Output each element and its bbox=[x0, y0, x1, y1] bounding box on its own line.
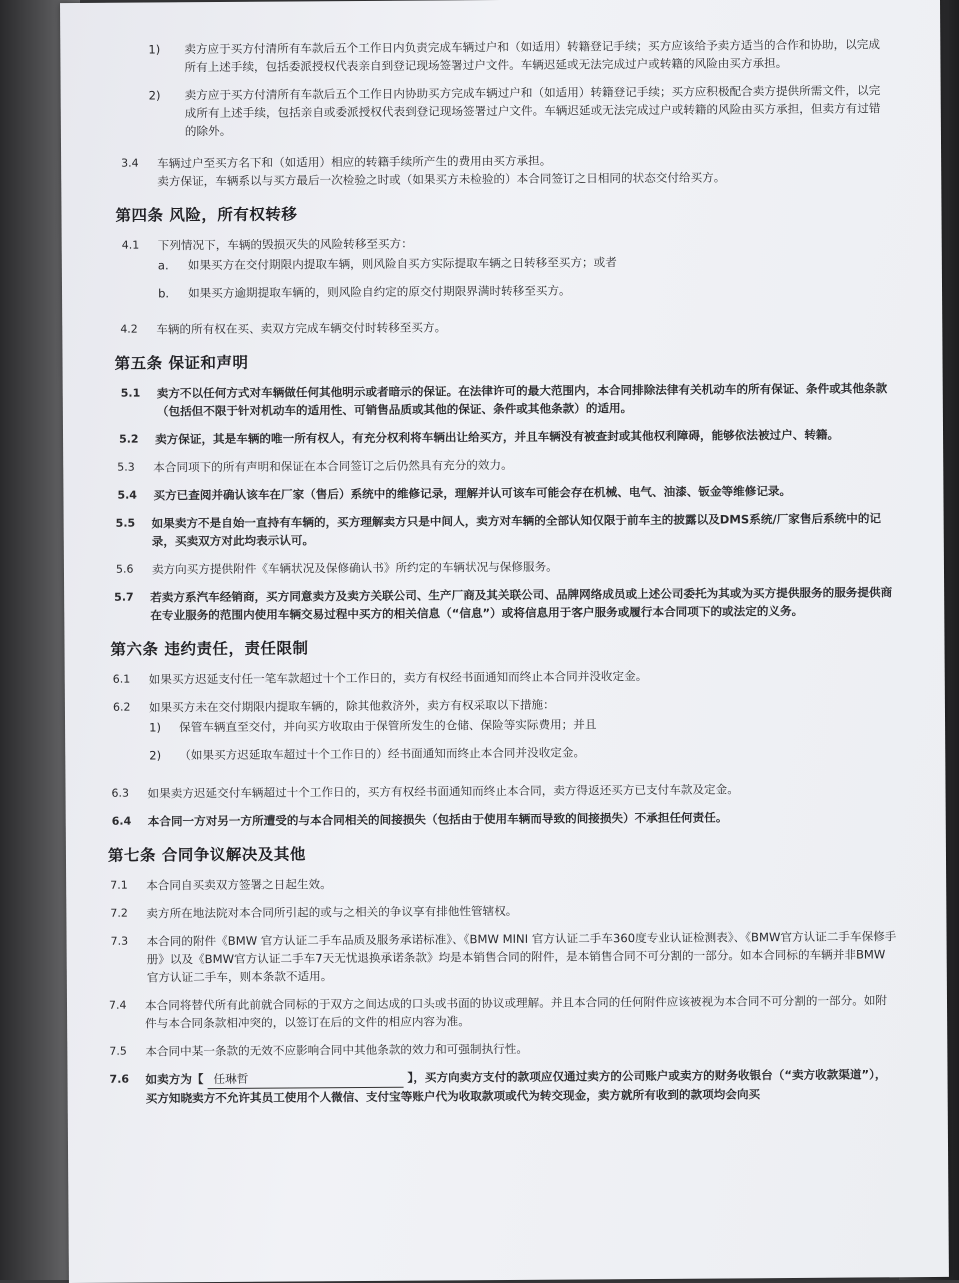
clause-6-4 bbox=[112, 807, 896, 830]
clause-text: 如果买方迟延支付任一笔车款超过十个工作日的，卖方有权经书面通知而终止本合同并没收定金。 bbox=[148, 668, 648, 687]
item-number: a. bbox=[157, 258, 169, 273]
clause-number: 5.6 bbox=[115, 562, 134, 576]
clause-text: 车辆的所有权在买、卖双方完成车辆交付时转移至买方。 bbox=[156, 320, 447, 337]
clause-text-line: 车辆过户至买方名下和（如适用）相应的转籍手续所产生的费用由买方承担。 bbox=[157, 153, 552, 171]
clause-number: 7.5 bbox=[109, 1044, 127, 1058]
item-text: 保管车辆直至交付，并向买方收取由于保管所发生的仓储、保险等实际费用；并且 bbox=[179, 717, 597, 735]
clause-text: 下列情况下，车辆的毁损灭失的风险转移至买方： bbox=[157, 236, 413, 253]
clause-text: 如果卖方不是自始一直持有车辆的，买方理解卖方只是中间人，卖方对车辆的全部认知仅限于前车主的披露以及DMS系统/厂家售后系统中的记录，买卖双方对此均表示认可。 bbox=[151, 511, 882, 549]
clause-7-1 bbox=[110, 871, 896, 894]
clause-3-4 bbox=[121, 149, 891, 190]
list-item bbox=[149, 713, 895, 736]
clause-number: 6.4 bbox=[111, 814, 132, 828]
item-number: 1) bbox=[149, 720, 162, 735]
section-heading-7: 第七条 合同争议解决及其他 bbox=[107, 845, 306, 865]
item-text: （如果买方迟延取车超过十个工作日的）经书面通知而终止本合同并没收定金。 bbox=[179, 745, 586, 763]
seller-name-field: 任琳哲 bbox=[207, 1069, 403, 1089]
clause-text: 如果卖方迟延交付车辆超过十个工作日的，买方有权经书面通知而终止本合同，卖方得返还买方已支付车款及定金。 bbox=[147, 782, 739, 801]
item-text: 如果买方在交付期限内提取车辆，则风险自买方实际提取车辆之日转移至买方；或者 bbox=[187, 255, 617, 273]
clause-4-2 bbox=[120, 315, 892, 338]
clause-number: 6.2 bbox=[112, 700, 131, 714]
clause-text bbox=[157, 149, 891, 190]
clause-text: 卖方保证，其是车辆的唯一所有权人，有充分权利将车辆出让给买方，并且车辆没有被查封或其他权利障碍，能够依法被过户、转籍。 bbox=[155, 427, 840, 447]
clause-number: 5.4 bbox=[117, 488, 137, 502]
clause-number: 7.6 bbox=[109, 1072, 130, 1086]
clause-text: 本合同自买卖双方签署之日起生效。 bbox=[146, 877, 332, 893]
clause-number: 7.4 bbox=[108, 998, 127, 1012]
clause-7-2 bbox=[110, 899, 896, 922]
clause-text: 本合同一方对另一方所遭受的与本合同相关的间接损失（包括由于使用车辆而导致的间接损失）不承担任何责任。 bbox=[147, 810, 728, 829]
clause-number: 7.2 bbox=[110, 906, 128, 920]
clause-text: 若卖方系汽车经销商，买方同意卖方及卖方关联公司、生产厂商及其关联公司、品牌网络成员或上述公司委托为其或为买方提供服务的服务提供商在专业服务的范围内使用车辆交易过程中买方的相关信息（“信息”）或将信息用于客户服务或履行本合同项下的或法定的义务。 bbox=[150, 585, 893, 623]
item-number: b. bbox=[157, 286, 170, 301]
list-item bbox=[149, 81, 891, 140]
clause-text: 卖方所在地法院对本合同所引起的或与之相关的争议享有排他性管辖权。 bbox=[146, 903, 518, 921]
clause-text: 如果买方未在交付期限内提取车辆的，除其他救济外，卖方有权采取以下措施： bbox=[148, 697, 555, 715]
item-text: 卖方应于买方付清所有车款后五个工作日内协助买方完成车辆过户和（如适用）转籍登记手续；买方应积极配合卖方提供所需文件，以完成所有上述手续，包括亲自或委派授权代表到登记现场签署过户文件。车辆迟延或无法完成过户或转籍的风险由买方承担，但卖方有过错的除外。 bbox=[184, 83, 881, 139]
clause-7-5 bbox=[109, 1037, 897, 1061]
clause-text: 本合同项下的所有声明和保证在本合同签订之后仍然具有充分的效力。 bbox=[153, 457, 513, 475]
clause-suffix: 】，买方向卖方支付的款项应仅通过卖方的公司账户或卖方的财务收银台（“卖方收款渠道”），买方知晓卖方不允许其员工使用个人微信、支付宝等账户代为收取款项或代为转交现金，卖方就所有收到的款项均会向买 bbox=[145, 1067, 887, 1106]
clause-text: 卖方向买方提供附件《车辆状况及保修确认书》所约定的车辆状况与保修服务。 bbox=[151, 559, 558, 577]
clause-5-1 bbox=[121, 379, 893, 420]
clause-text: 买方已查阅并确认该车在厂家（售后）系统中的维修记录，理解并认可该车可能会存在机械、电气、油漆、钣金等维修记录。 bbox=[153, 483, 792, 503]
clause-text: 卖方不以任何方式对车辆做任何其他明示或者暗示的保证。在法律许可的最大范围内，本合同排除法律有关机动车的所有保证、条件或其他条款（包括但不限于针对机动车的适用性、可销售品质或其他的保证、条件或其他条款）的适用。 bbox=[156, 381, 888, 419]
clause-prefix: 如卖方为【 bbox=[145, 1072, 204, 1087]
contract-page bbox=[60, 0, 949, 1283]
clause-7-3 bbox=[111, 927, 897, 986]
clause-5-5 bbox=[116, 509, 894, 550]
clause-text: 本合同中某一条款的无效不应影响合同中其他条款的效力和可强制执行性。 bbox=[145, 1041, 528, 1059]
clause-7-6 bbox=[109, 1065, 897, 1108]
item-number: 2) bbox=[149, 748, 162, 763]
clause-7-4 bbox=[109, 991, 897, 1033]
clause-5-3 bbox=[117, 453, 893, 476]
item-number: 1) bbox=[148, 42, 161, 57]
contract-content bbox=[100, 35, 897, 1117]
clause-number: 5.1 bbox=[120, 386, 141, 400]
clause-number: 7.3 bbox=[110, 934, 129, 948]
clause-number: 5.5 bbox=[115, 516, 136, 530]
clause-number: 4.2 bbox=[120, 322, 138, 336]
clause-number: 7.1 bbox=[110, 878, 128, 892]
clause-text: 本合同的附件《BMW 官方认证二手车品质及服务承诺标准》、《BMW MINI 官方认证二手车360度专业认证检测表》、《BMW官方认证二手车保修手册》以及《BMW官方认证二手车7天无忧退换承诺条款》均是本销售合同的附件，是本销售合同不可分割的一部分。如本合同标的车辆并非BMW官方认证二手车，则本条款不适用。 bbox=[146, 929, 897, 985]
section-heading-5: 第五条 保证和声明 bbox=[114, 353, 249, 373]
clause-5-7 bbox=[114, 583, 894, 624]
clause-6-3 bbox=[111, 779, 895, 802]
item-number: 2) bbox=[148, 88, 161, 103]
clause-5-6 bbox=[116, 555, 894, 578]
clause-text-line: 卖方保证，车辆系以与买方最后一次检验之时或（如果买方未检验的）本合同签订之日相同的状态交付给买方。 bbox=[157, 170, 726, 189]
list-item bbox=[158, 251, 892, 274]
clause-text: 本合同将替代所有此前就合同标的于双方之间达成的口头或书面的协议或理解。并且本合同的任何附件应该被视为本合同不可分割的一部分。如附件与本合同条款相冲突的，以签订在后的文件的相应内容为准。 bbox=[144, 993, 888, 1031]
clause-number: 6.3 bbox=[111, 786, 130, 800]
clause-5-2 bbox=[119, 425, 893, 448]
section-heading-6: 第六条 违约责任，责任限制 bbox=[110, 639, 309, 659]
item-text: 卖方应于买方付清所有车款后五个工作日内负责完成车辆过户和（如适用）转籍登记手续；买方应该给予卖方适当的合作和协助，以完成所有上述手续，包括委派授权代表亲自到登记现场签署过户文件。车辆迟延或无法完成过户或转籍的风险由买方承担。 bbox=[184, 37, 881, 75]
clause-text bbox=[145, 1065, 897, 1107]
clause-number: 3.4 bbox=[121, 156, 139, 170]
list-item bbox=[148, 35, 890, 76]
list-item bbox=[149, 741, 895, 764]
clause-number: 4.1 bbox=[121, 238, 140, 252]
clause-number: 5.2 bbox=[119, 432, 139, 446]
clause-5-4 bbox=[117, 481, 893, 504]
list-item bbox=[158, 279, 892, 302]
section-heading-4: 第四条 风险，所有权转移 bbox=[115, 205, 298, 225]
clause-number: 5.3 bbox=[117, 460, 135, 474]
clause-6-1 bbox=[113, 665, 895, 688]
clause-number: 5.7 bbox=[114, 590, 134, 604]
clause-number: 6.1 bbox=[112, 672, 131, 686]
item-text: 如果买方逾期提取车辆的，则风险自约定的原交付期限界满时转移至买方。 bbox=[187, 283, 571, 301]
